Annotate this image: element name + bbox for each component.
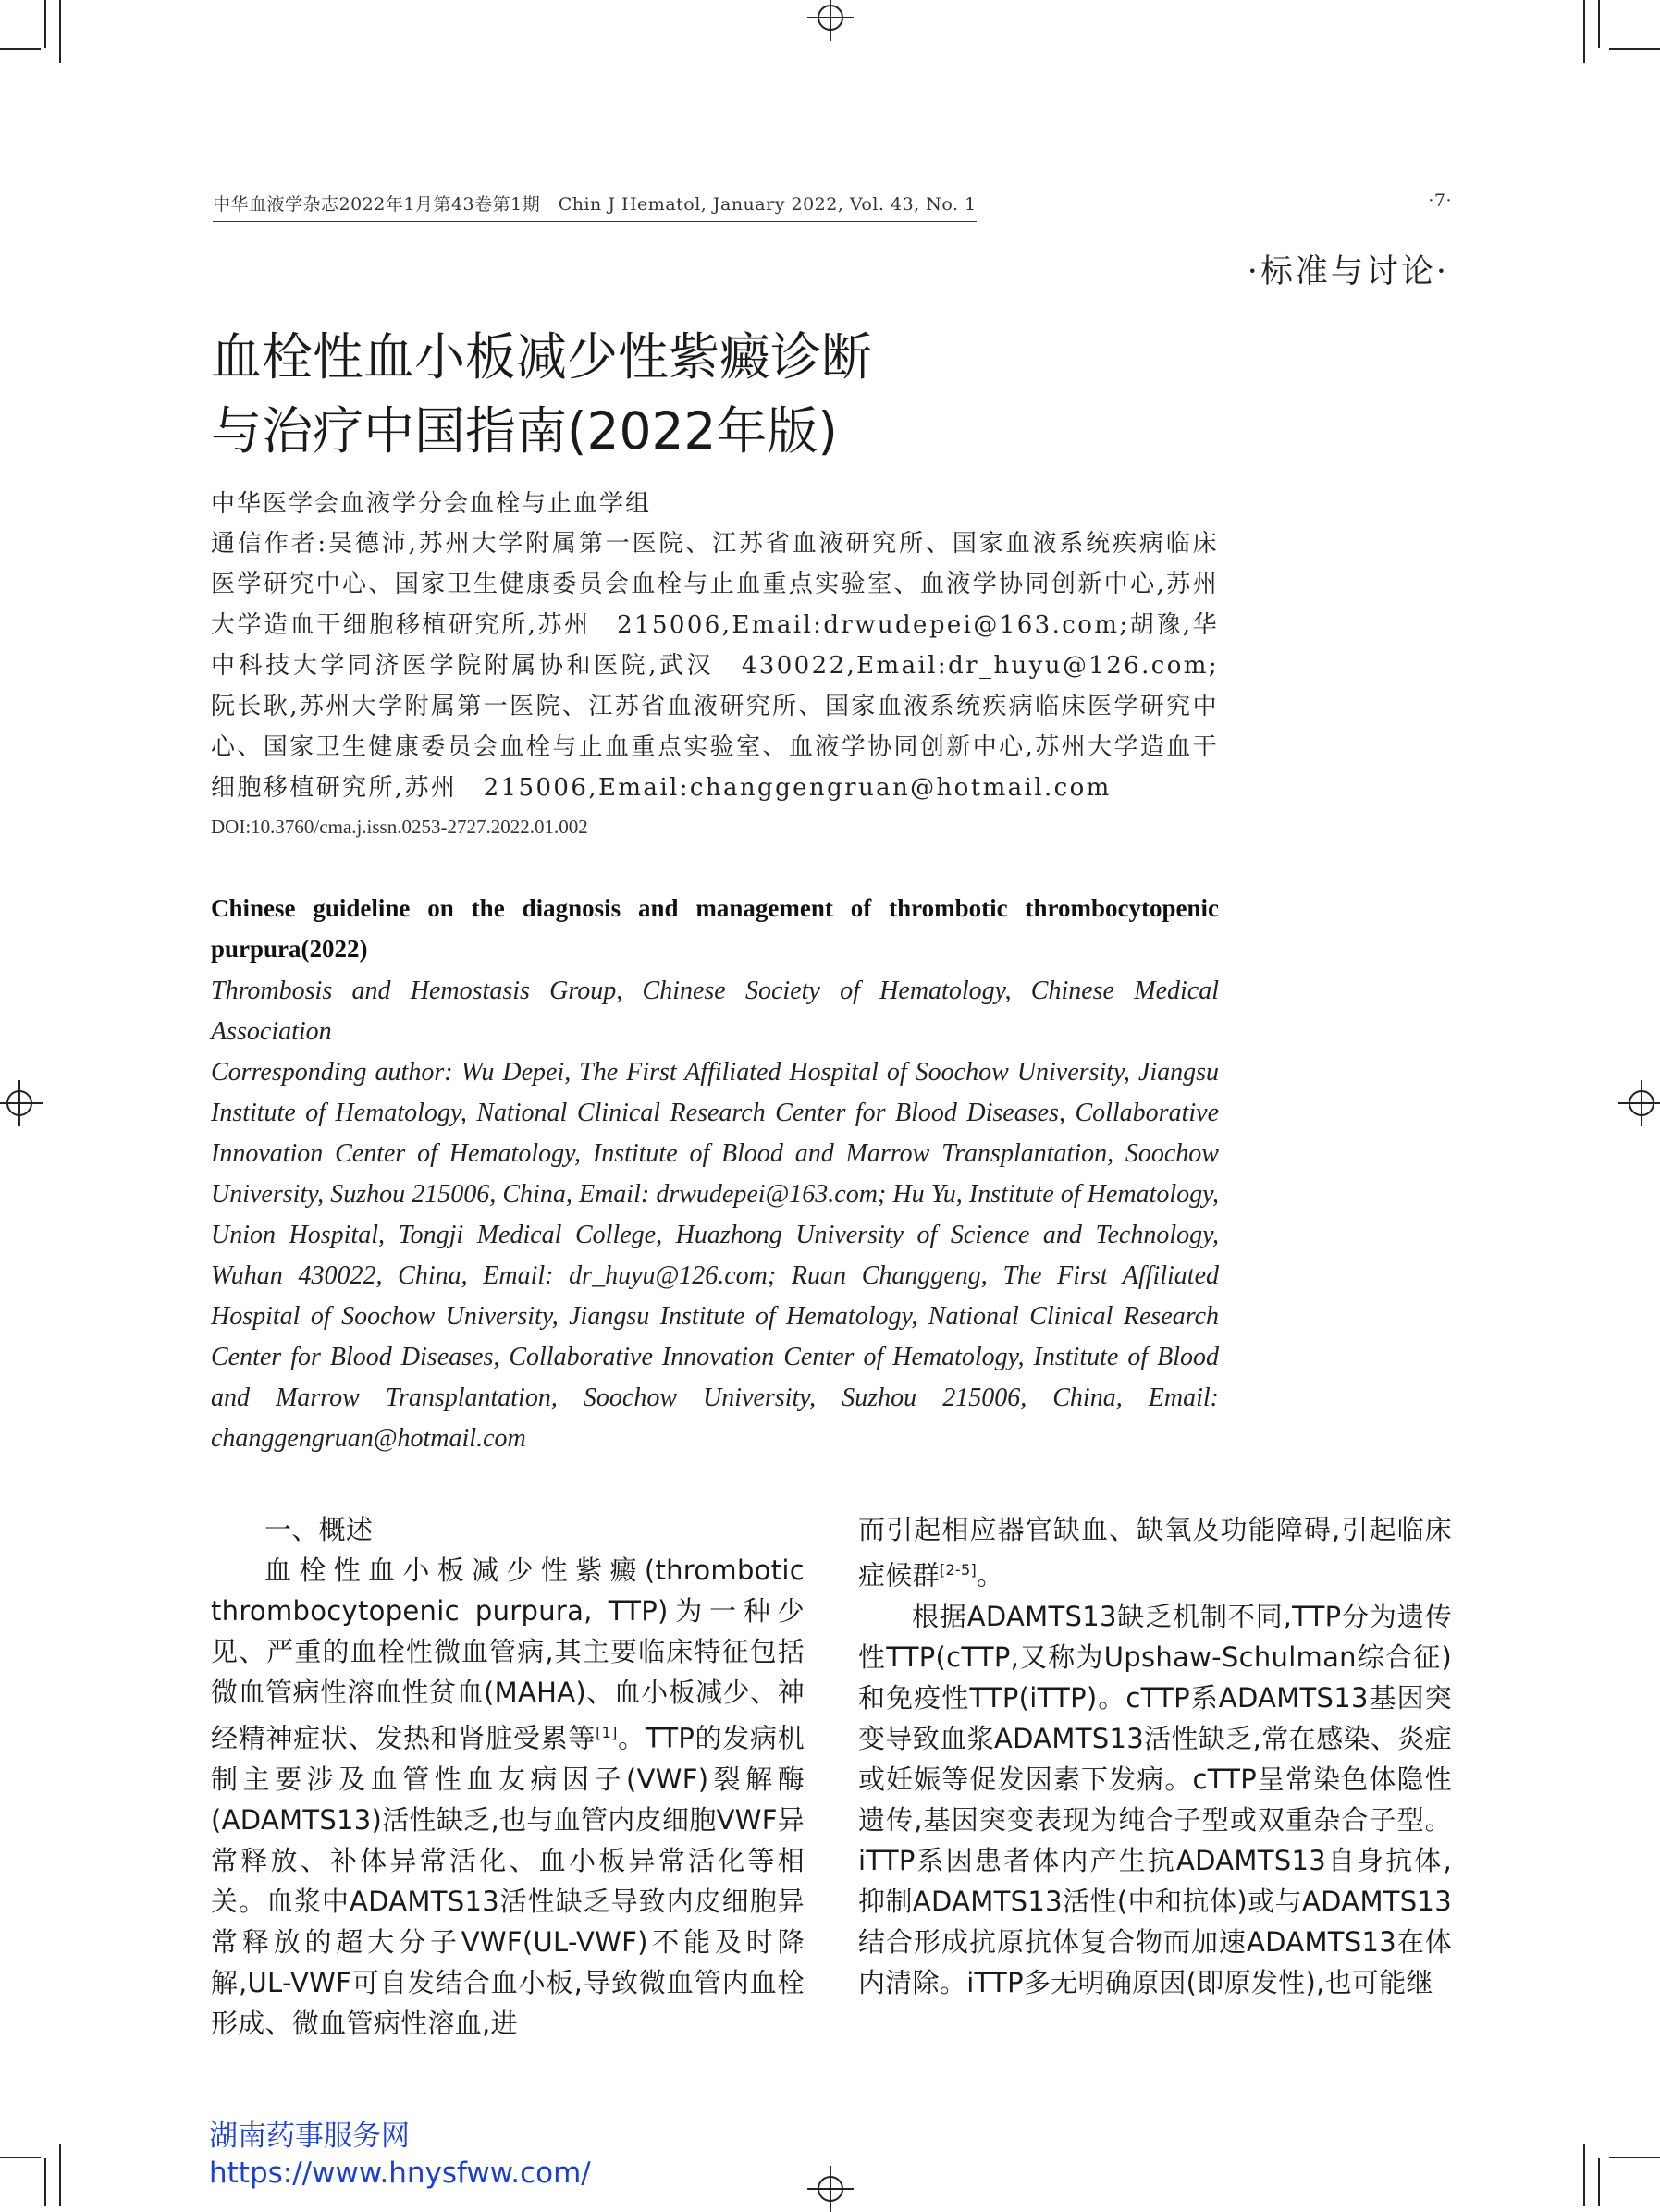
chinese-corresponding-authors: 通信作者:吴德沛,苏州大学附属第一医院、江苏省血液研究所、国家血液系统疾病临床医学研究中心、国家卫生健康委员会血栓与止血重点实验室、血液学协同创新中心,苏州大学造血干细胞移植研究所,苏州 215006,Email:drwudepei@163.com;胡豫,华中科技大学同济医学院附属协和医院,武汉 430022,Email:dr_huyu@126.com;阮长耿,苏州大学附属第一医院、江苏省血液研究所、国家血液系统疾病临床医学研究中心、国家卫生健康委员会血栓与止血重点实验室、血液学协同创新中心,苏州大学造血干细胞移植研究所,苏州 215006,Email:changgengruan@hotmail.com bbox=[211, 530, 1219, 802]
page-number: ·7· bbox=[1428, 190, 1452, 211]
crop-mark bbox=[1583, 2144, 1585, 2206]
registration-mark-icon bbox=[807, 0, 854, 41]
crop-mark bbox=[0, 48, 41, 50]
running-head bbox=[213, 190, 1452, 222]
crop-mark bbox=[1609, 48, 1660, 50]
body-column-left bbox=[211, 1509, 805, 2044]
body-paragraph-continued bbox=[858, 1509, 1452, 1596]
crop-mark bbox=[1609, 2157, 1660, 2158]
journal-citation: 中华血液学杂志2022年1月第43卷第1期 Chin J Hematol, January 2022, Vol. 43, No. 1 bbox=[213, 190, 977, 222]
chinese-author-group: 中华医学会血液学分会血栓与止血学组 bbox=[211, 490, 652, 518]
section-heading: 一、概述 bbox=[264, 1514, 374, 1545]
body-text: 。 bbox=[977, 1559, 1004, 1591]
body-paragraph: 根据ADAMTS13缺乏机制不同,TTP分为遗传性TTP(cTTP,又称为Upshaw-Schulman综合征)和免疫性TTP(iTTP)。cTTP系ADAMTS13基因突变导致血浆ADAMTS13活性缺乏,常在感染、炎症或妊娠等促发因素下发病。cTTP呈常染色体隐性遗传,基因突变表现为纯合子型或双重杂合子型。iTTP系因患者体内产生抗ADAMTS13自身抗体,抑制ADAMTS13活性(中和抗体)或与ADAMTS13结合形成抗原抗体复合物而加速ADAMTS13在体内清除。iTTP多无明确原因(即原发性),也可能继 bbox=[858, 1600, 1452, 1998]
watermark-name: 湖南药事服务网 bbox=[209, 2120, 410, 2153]
crop-mark bbox=[1598, 0, 1600, 48]
article-title bbox=[211, 320, 1228, 468]
body-column-right bbox=[858, 1509, 1452, 2003]
crop-mark bbox=[59, 2144, 61, 2206]
registration-mark-icon bbox=[807, 2166, 854, 2212]
crop-mark bbox=[59, 0, 61, 63]
watermark-url[interactable]: https://www.hnysfww.com/ bbox=[209, 2157, 591, 2190]
section-tag: ·标准与讨论· bbox=[1247, 253, 1449, 290]
english-author-group: Thrombosis and Hemostasis Group, Chinese Society of Hematology, Chinese Medical Association bbox=[211, 977, 1219, 1046]
article-title-line-1: 血栓性血小板减少性紫癜诊断 bbox=[211, 327, 873, 387]
english-corresponding-authors: Corresponding author: Wu Depei, The First Affiliated Hospital of Soochow University, Jiangsu Institute of Hematology, National Clinical Research Center for Blood Diseases, Collaborative Innovation Center of Hematology, Institute of Blood and Marrow Transplantation, Soochow University, Suzhou 215006, China, Email: drwudepei@163.com; Hu Yu, Institute of Hematology, Union Hospital, Tongji Medical College, Huazhong University of Science and Technology, Wuhan 430022, China, Email: dr_huyu@126.com; Ruan Changgeng, The First Affiliated Hospital of Soochow University, Jiangsu Institute of Hematology, National Clinical Research Center for Blood Diseases, Collaborative Innovation Center of Hematology, Institute of Blood and Marrow Transplantation, Soochow University, Suzhou 215006, China, Email: changgengruan@hotmail.com bbox=[211, 1058, 1219, 1453]
crop-mark bbox=[1598, 2158, 1600, 2206]
article-title-line-2: 与治疗中国指南(2022年版) bbox=[211, 401, 838, 461]
crop-mark bbox=[0, 2157, 41, 2158]
crop-mark bbox=[44, 0, 46, 48]
body-text: 血栓性血小板减少性紫癜(thrombotic thrombocytopenic purpura, TTP)为一种少见、严重的血栓性微血管病,其主要临床特征包括微血管病性溶血性贫血(MAHA)、血小板减少、神经精神症状、发热和肾脏受累等 bbox=[211, 1555, 805, 1754]
body-text: 而引起相应器官缺血、缺氧及功能障碍,引起临床症候群 bbox=[858, 1514, 1452, 1591]
crop-mark bbox=[1583, 0, 1585, 63]
doi: DOI:10.3760/cma.j.issn.0253-2727.2022.01.002 bbox=[211, 816, 588, 838]
body-paragraph bbox=[211, 1550, 805, 2044]
body-text: 。TTP的发病机制主要涉及血管性血友病因子(VWF)裂解酶(ADAMTS13)活性缺乏,也与血管内皮细胞VWF异常释放、补体异常活化、血小板异常活化等相关。血浆中ADAMTS13活性缺乏导致内皮细胞异常释放的超大分子VWF(UL-VWF)不能及时降解,UL-VWF可自发结合血小板,导致微血管内血栓形成、微血管病性溶血,进 bbox=[211, 1722, 805, 2039]
english-title: Chinese guideline on the diagnosis and management of thrombotic thrombocytopenic purpura(2022) bbox=[211, 894, 1219, 963]
registration-mark-icon bbox=[0, 1080, 43, 1126]
crop-mark bbox=[44, 2158, 46, 2206]
watermark bbox=[209, 2118, 591, 2192]
citation-ref: [2-5] bbox=[939, 1561, 978, 1579]
citation-ref: [1] bbox=[596, 1724, 618, 1741]
registration-mark-icon bbox=[1618, 1080, 1660, 1126]
